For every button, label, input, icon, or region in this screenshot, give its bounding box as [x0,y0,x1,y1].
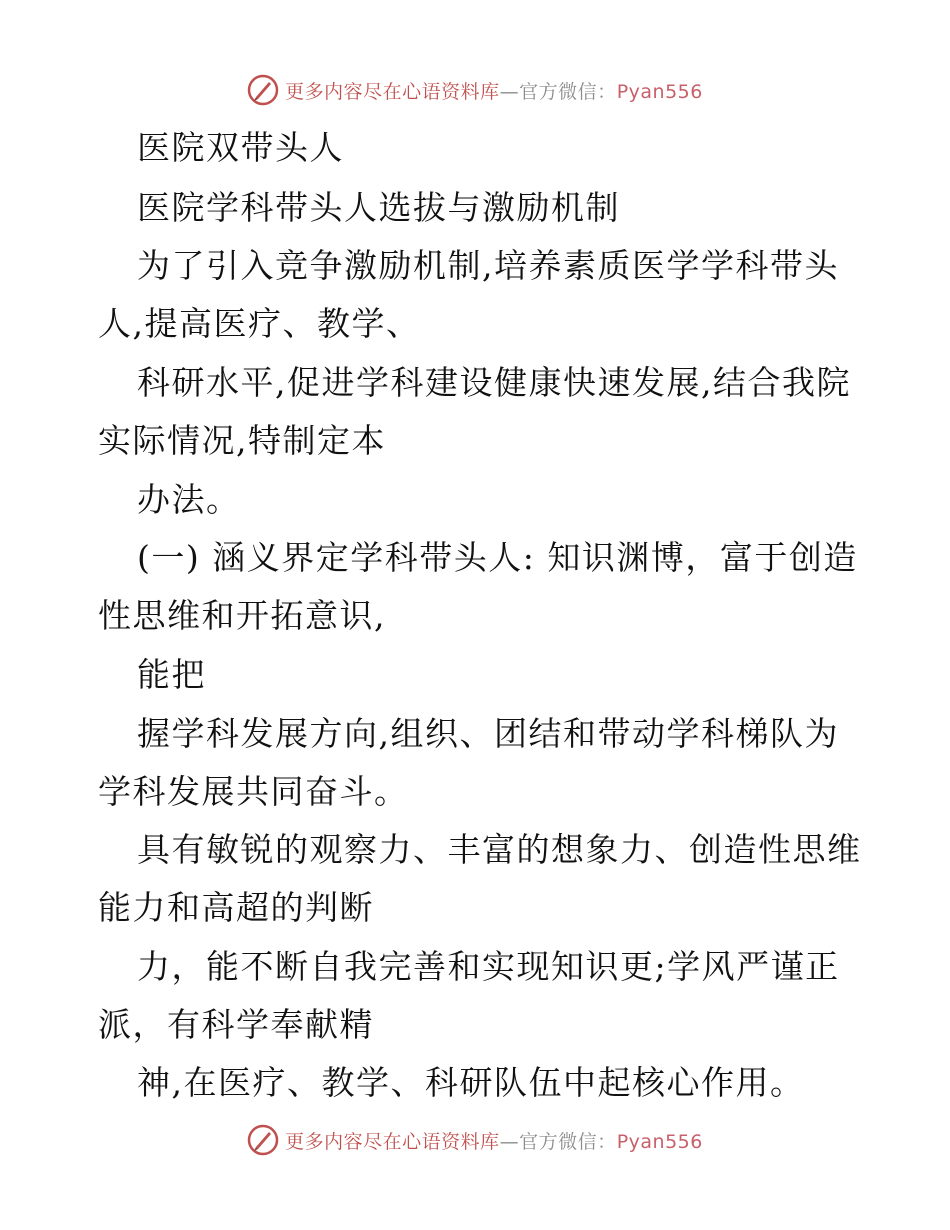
doc-line: 办法。 [137,480,241,519]
doc-title: 医院双带头人 [137,128,344,167]
watermark-footer [0,1122,950,1158]
watermark-suffix: 官方微信： [519,1130,617,1153]
watermark-wechat-id: Pyan556 [616,80,703,103]
watermark-main: 更多内容尽在心语资料库 [285,80,500,103]
doc-subtitle: 医院学科带头人选拔与激励机制 [137,188,620,227]
doc-line: 神,在医疗、教学、科研队伍中起核心作用。 [137,1063,805,1102]
watermark-dash: — [499,1130,520,1153]
quill-logo-icon [247,74,279,106]
doc-line: 性思维和开拓意识, [98,596,386,635]
doc-line: (一) 涵义界定学科带头人: 知识渊博，富于创造 [137,538,858,577]
watermark-dash: — [499,80,520,103]
doc-line: 实际情况,特制定本 [98,421,386,460]
doc-line: 人,提高医疗、教学、 [98,304,421,343]
doc-line: 握学科发展方向,组织、团结和带动学科梯队为 [137,714,839,753]
doc-line: 能力和高超的判断 [98,888,374,927]
watermark-header [0,72,950,108]
watermark-suffix: 官方微信： [519,80,617,103]
doc-line: 派，有科学奉献精 [98,1005,374,1044]
doc-line: 为了引入竞争激励机制,培养素质医学学科带头 [137,246,839,285]
doc-line: 科研水平,促进学科建设健康快速发展,结合我院 [137,363,851,402]
doc-line: 能把 [137,655,206,694]
doc-line: 学科发展共同奋斗。 [98,772,409,811]
doc-line: 力，能不断自我完善和实现知识更;学风严谨正 [137,947,840,986]
watermark-text [285,77,703,104]
doc-line: 具有敏锐的观察力、丰富的想象力、创造性思维 [137,830,862,869]
watermark-main: 更多内容尽在心语资料库 [285,1130,500,1153]
quill-logo-icon [247,1124,279,1156]
watermark-text [285,1127,703,1154]
watermark-wechat-id: Pyan556 [616,1130,703,1153]
